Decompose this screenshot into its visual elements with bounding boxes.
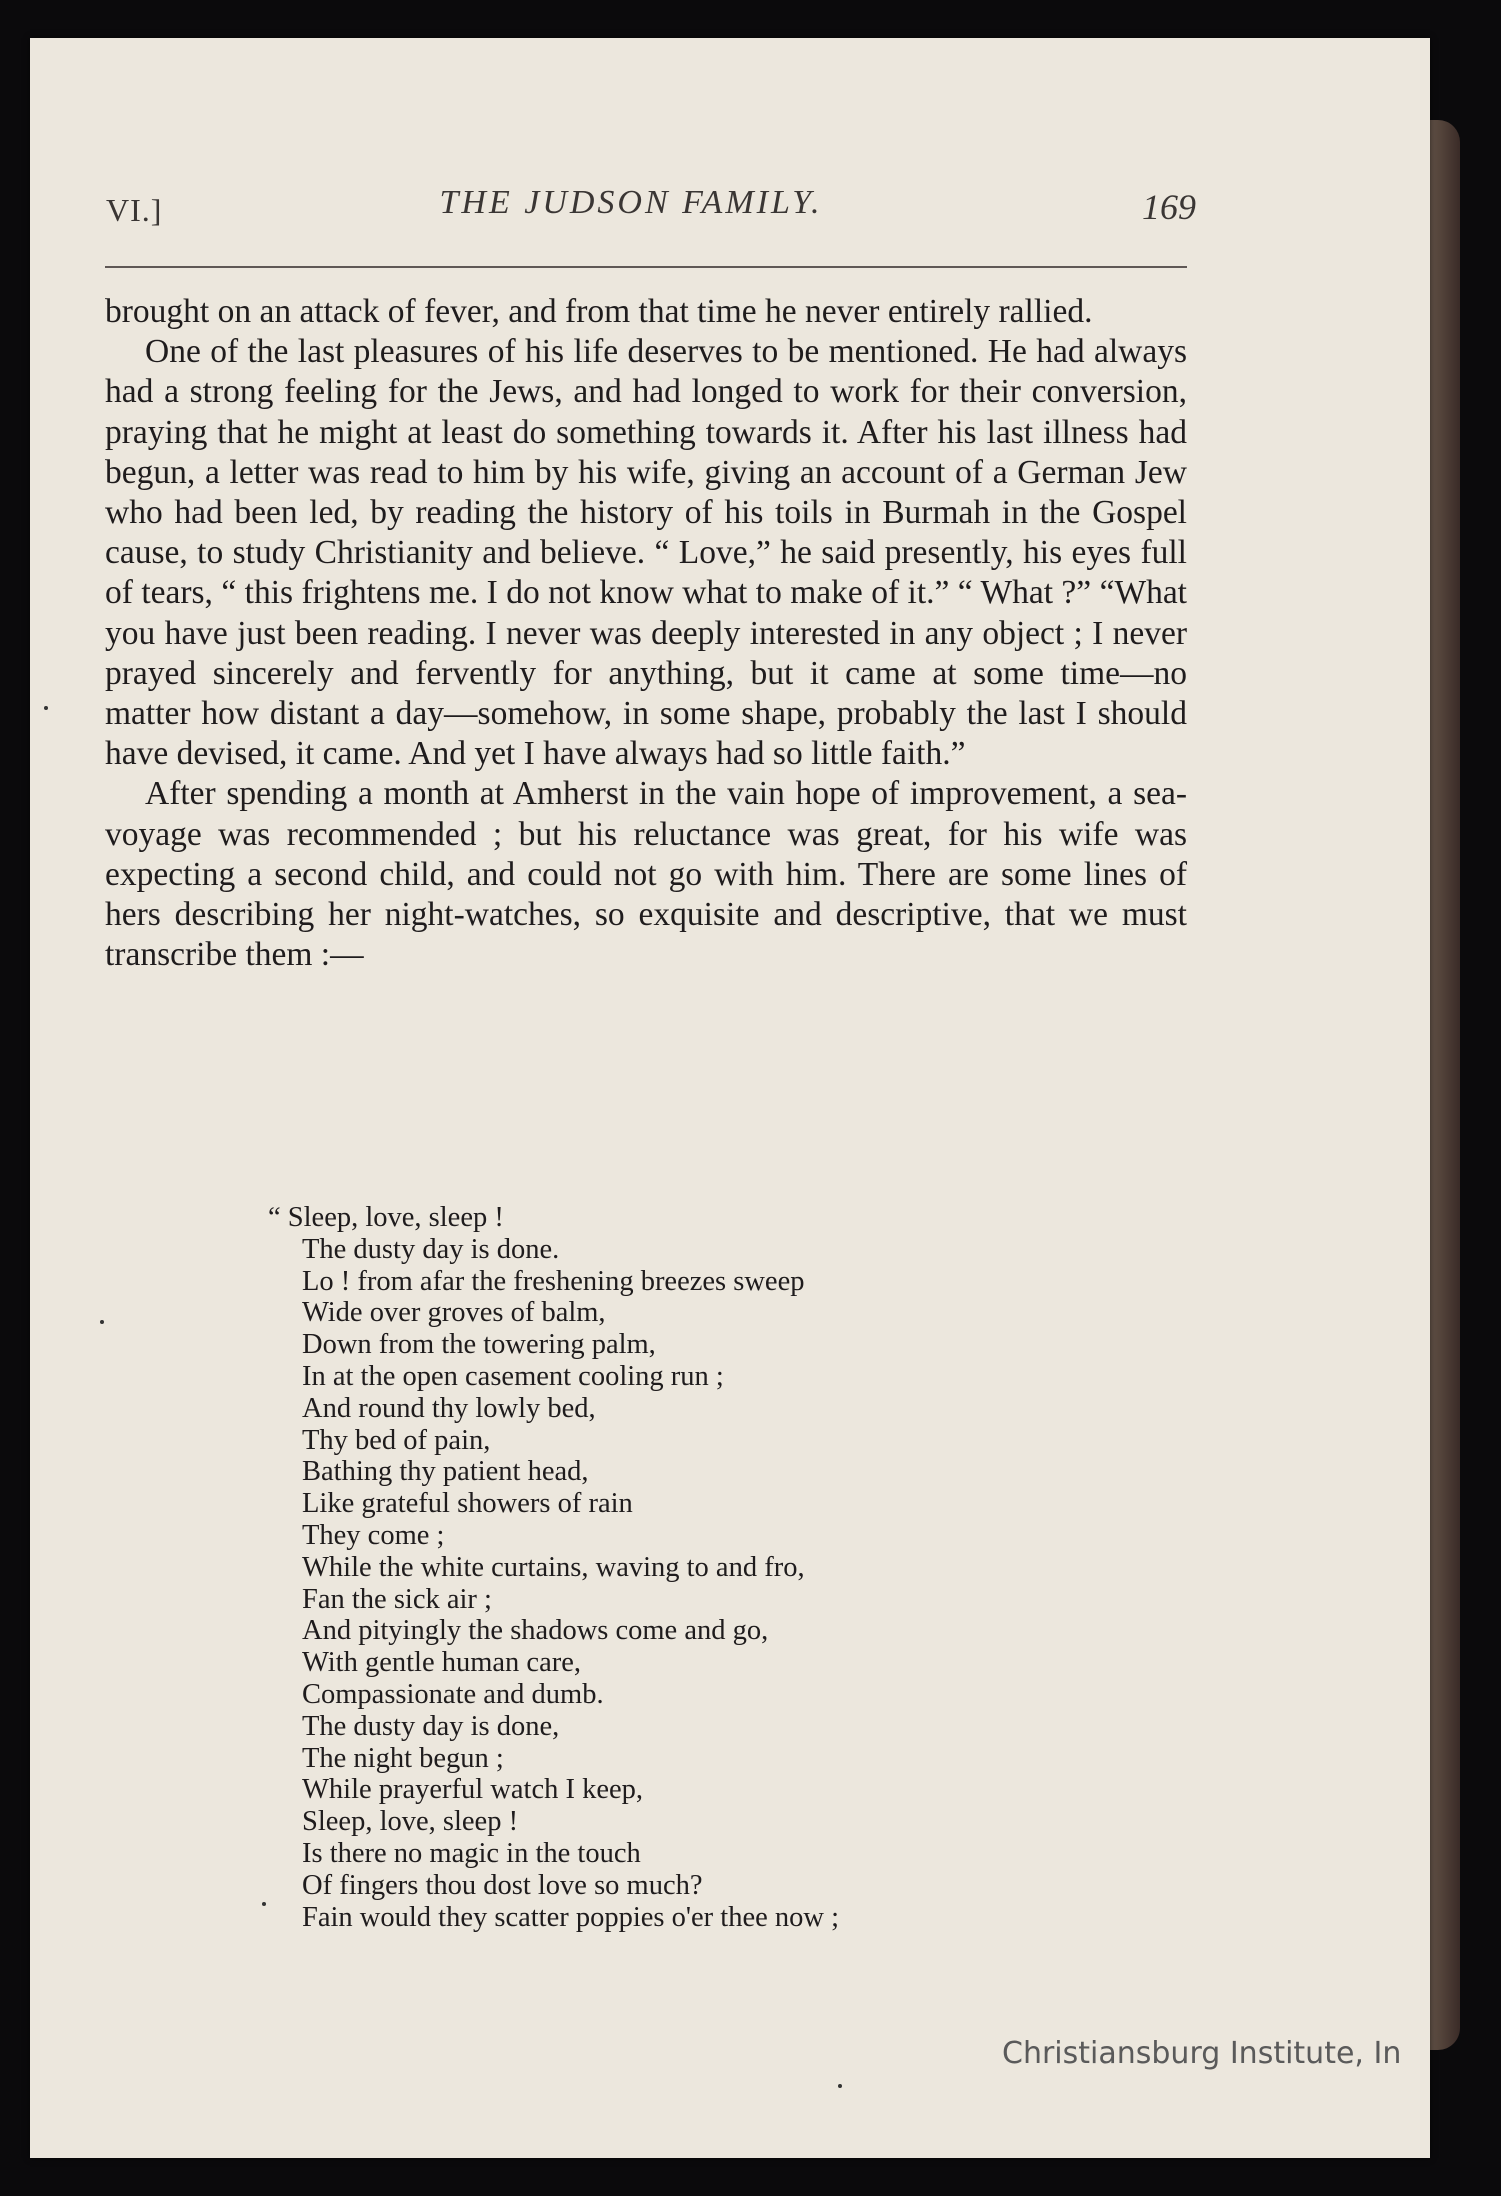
poem-line: Wide over groves of balm, (302, 1297, 606, 1329)
poem-line: Down from the towering palm, (302, 1329, 656, 1361)
poem-line: The night begun ; (302, 1742, 504, 1774)
poem-line: With gentle human care, (302, 1647, 581, 1679)
poem-line: Fan the sick air ; (302, 1583, 492, 1615)
page-speck (44, 706, 48, 710)
poem-line: And pityingly the shadows come and go, (302, 1615, 769, 1647)
page-speck (838, 2084, 842, 2088)
paragraph-continued: brought on an attack of fever, and from that time he never entirely rallied. (105, 293, 1093, 330)
poem-line: Lo ! from afar the freshening breezes sweep (302, 1265, 805, 1297)
poem-line: Is there no magic in the touch (302, 1837, 641, 1869)
poem-line: Like grateful showers of rain (302, 1488, 633, 1520)
poem-line: Fain would they scatter poppies o'er thee now ; (302, 1901, 840, 1933)
poem-line: Thy bed of pain, (302, 1424, 491, 1456)
paragraph: After spending a month at Amherst in the vain hope of improvement, a sea-voyage was recommended ; but his reluctance was great, for his wife was expecting a second child, and could not go with him. There are some lines of hers describing her night-watches, so exquisite and descriptive, that we must transcribe them :— (105, 775, 1187, 974)
poem-line: They come ; (302, 1519, 445, 1551)
header-rule (105, 266, 1187, 268)
poem-line: And round thy lowly bed, (302, 1392, 596, 1424)
poem-line: Sleep, love, sleep ! (302, 1806, 519, 1838)
running-header (76, 172, 1196, 232)
page-speck (100, 1320, 104, 1324)
poem-line: In at the open casement cooling run ; (302, 1360, 724, 1392)
poem-line: “ Sleep, love, sleep ! (268, 1202, 504, 1233)
poem-line: Bathing thy patient head, (302, 1456, 589, 1488)
poem-line: Of fingers thou dost love so much? (302, 1869, 703, 1901)
body-text (105, 292, 1187, 975)
page-number: 169 (1142, 187, 1196, 227)
poem-line: The dusty day is done. (302, 1233, 560, 1265)
running-title: THE JUDSON FAMILY. (439, 184, 823, 221)
watermark-text: Christiansburg Institute, In (1002, 2036, 1402, 2071)
chapter-number: VI.] (106, 192, 163, 228)
poem-line: While prayerful watch I keep, (302, 1774, 644, 1806)
page-speck (262, 1902, 266, 1906)
poem-line: While the white curtains, waving to and fro, (302, 1551, 805, 1583)
paragraph: One of the last pleasures of his life deserves to be mentioned. He had always had a strong feeling for the Jews, and had longed to work for their conversion, praying that he might at least do something towards it. After his last illness had begun, a letter was read to him by his wife, giving an account of a German Jew who had been led, by reading the history of his toils in Burmah in the Gospel cause, to study Christianity and believe. “ Love,” he said presently, his eyes full of tears, “ this frightens me. I do not know what to make of it.” “ What ?” “What you have just been reading. I never was deeply interested in any object ; I never prayed sincerely and fervently for anything, but it came at some time—no matter how distant a day—somehow, in some shape, probably the last I should have devised, it came. And yet I have always had so little faith.” (105, 333, 1187, 773)
poem-line: The dusty day is done, (302, 1710, 560, 1742)
poem-line: Compassionate and dumb. (302, 1678, 604, 1710)
poem-block (268, 1202, 1028, 1933)
